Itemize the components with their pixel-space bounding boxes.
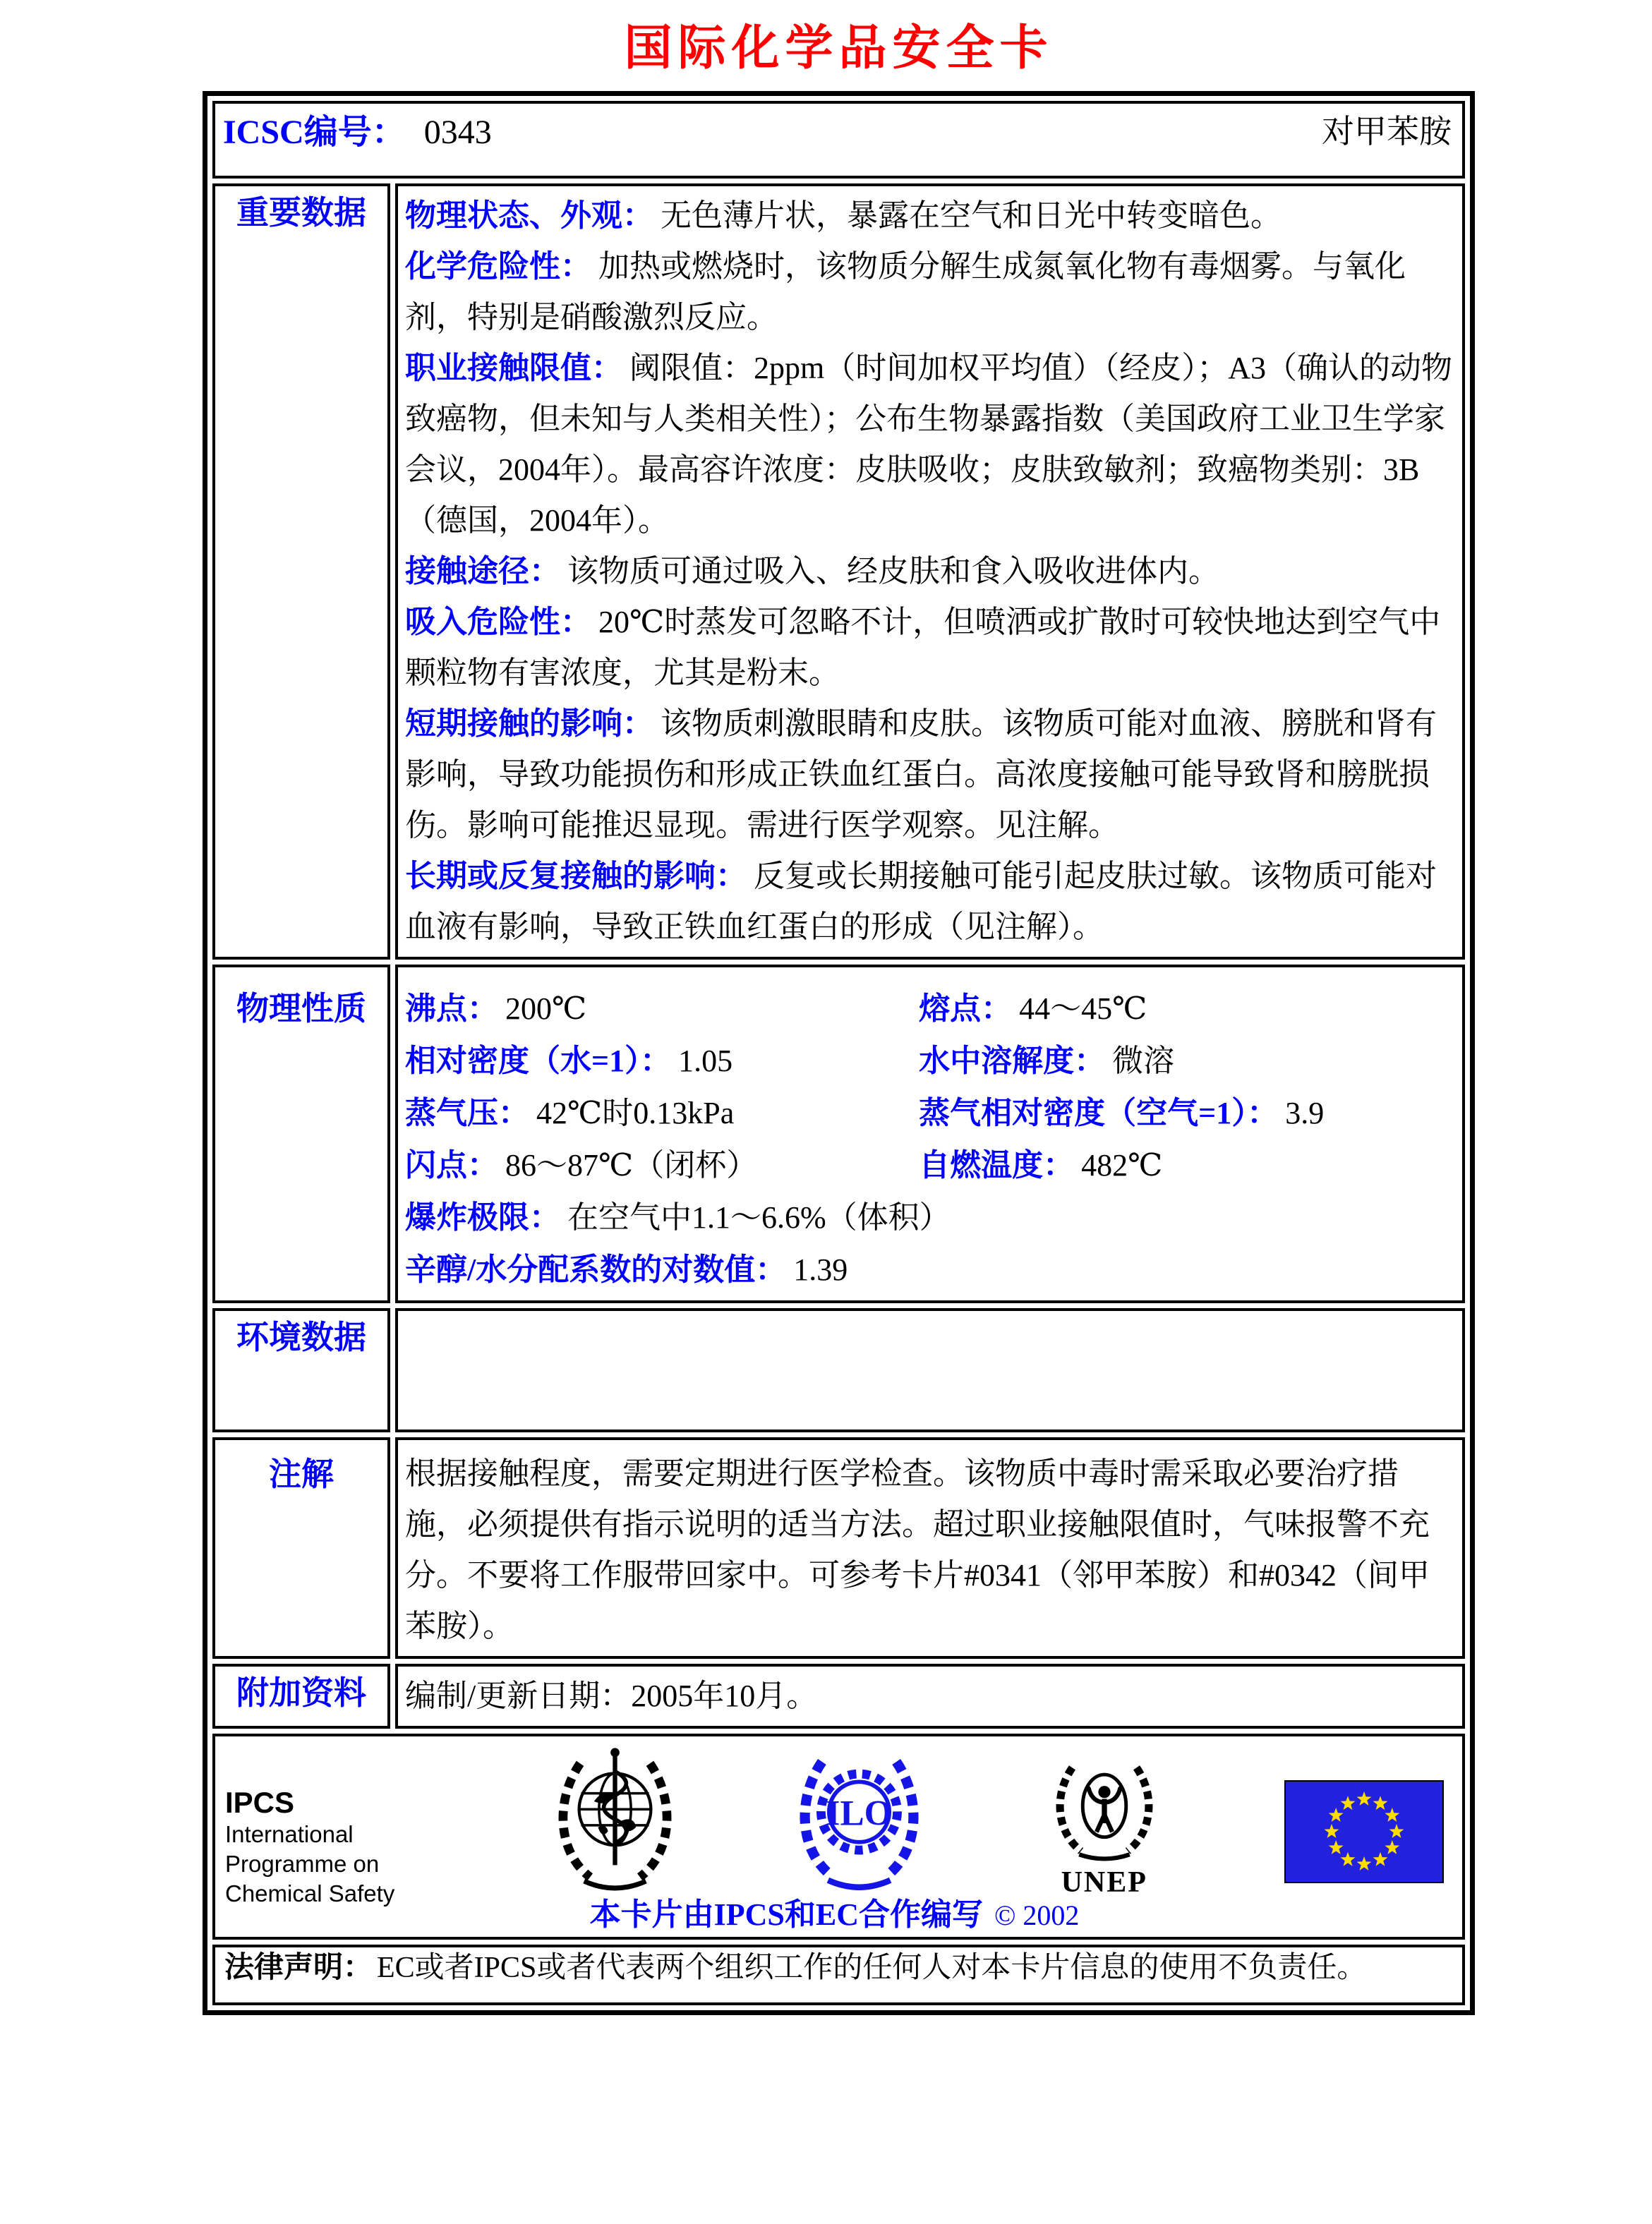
notes-content xyxy=(395,1437,1465,1659)
row-label-important-data: 重要数据 xyxy=(212,183,390,960)
header-row xyxy=(212,101,1465,179)
important-data-item xyxy=(405,851,1454,953)
property-value: 482℃ xyxy=(1081,1148,1163,1183)
ipcs-subtitle-line: Chemical Safety xyxy=(225,1880,395,1906)
property-value: 在空气中1.1～6.6%（体积） xyxy=(567,1200,951,1235)
ilo-monogram-label: ILO xyxy=(826,1793,892,1834)
item-label: 长期或反复接触的影响： xyxy=(405,859,747,893)
physical-property xyxy=(405,983,919,1035)
physical-property xyxy=(919,983,1454,1035)
eu-flag-icon xyxy=(1284,1780,1444,1883)
ipcs-subtitle-line: Programme on xyxy=(225,1851,380,1877)
important-data-item xyxy=(405,191,1454,241)
item-text: 该物质可通过吸入、经皮肤和食入吸收进体内。 xyxy=(567,554,1219,588)
item-label: 职业接触限值： xyxy=(405,351,622,385)
important-data-item xyxy=(405,597,1454,699)
important-data-item xyxy=(405,699,1454,851)
item-text: 该物质刺激眼睛和皮肤。该物质可能对血液、膀胱和肾有影响，导致功能损伤和形成正铁血红蛋白。高浓度接触可能导致肾和膀胱损伤。影响可能推迟显现。需进行医学观察。见注解。 xyxy=(405,706,1437,842)
property-value: 42℃时0.13kPa xyxy=(536,1096,735,1130)
physical-property xyxy=(919,1035,1454,1087)
property-label: 相对密度（水=1）： xyxy=(405,1044,672,1078)
cooperation-caption-text: 本卡片由IPCS和EC合作编写 xyxy=(589,1897,983,1932)
icsc-card-table xyxy=(203,91,1475,2015)
row-label-additional-info: 附加资料 xyxy=(212,1664,390,1729)
item-text: 加热或燃烧时，该物质分解生成氮氧化物有毒烟雾。与氧化剂，特别是硝酸激烈反应。 xyxy=(405,249,1406,334)
page-title: 国际化学品安全卡 xyxy=(624,21,1054,75)
property-label: 自燃温度： xyxy=(919,1148,1075,1183)
physical-property xyxy=(405,1035,919,1087)
property-value: 44～45℃ xyxy=(1019,991,1147,1026)
property-label: 沸点： xyxy=(405,991,498,1026)
row-label-notes: 注解 xyxy=(212,1437,390,1659)
logos-section xyxy=(212,1734,1465,1940)
property-value: 1.39 xyxy=(793,1252,848,1287)
important-data-content xyxy=(395,183,1465,960)
physical-property xyxy=(919,1087,1454,1140)
icsc-number-group xyxy=(223,104,492,153)
physical-property xyxy=(405,1244,1454,1296)
item-label: 接触途径： xyxy=(405,554,560,588)
physical-property xyxy=(405,1140,919,1192)
additional-info-content xyxy=(395,1664,1465,1729)
physical-property xyxy=(405,1087,919,1140)
property-label: 闪点： xyxy=(405,1148,498,1183)
legal-notice-text: EC或者IPCS或者代表两个组织工作的任何人对本卡片信息的使用不负责任。 xyxy=(377,1952,1367,1984)
physical-properties-content xyxy=(395,965,1465,1303)
chemical-name: 对甲苯胺 xyxy=(1322,113,1452,150)
notes-text: 根据接触程度，需要定期进行医学检查。该物质中毒时需采取必要治疗措施，必须提供有指示说明的适当方法。超过职业接触限值时，气味报警不充分。不要将工作服带回家中。可参考卡片#0341（邻甲苯胺）和#0342（间甲苯胺）。 xyxy=(405,1456,1430,1643)
property-value: 3.9 xyxy=(1285,1096,1325,1130)
item-text: 阈限值：2ppm（时间加权平均值）（经皮）；A3（确认的动物致癌物，但未知与人类相关性）；公布生物暴露指数（美国政府工业卫生学家会议，2004年）。最高容许浓度：皮肤吸收；皮肤致敏剂；致癌物类别：3B（德国，2004年）。 xyxy=(405,351,1452,538)
unep-label: UNEP xyxy=(1061,1866,1147,1899)
ilo-logo-icon xyxy=(794,1748,924,1890)
ipcs-subtitle-line: International xyxy=(225,1821,354,1847)
property-value: 1.05 xyxy=(678,1044,733,1078)
row-label-physical-properties: 物理性质 xyxy=(212,965,390,1303)
legal-notice-row xyxy=(212,1945,1465,2005)
property-value: 200℃ xyxy=(505,991,587,1026)
icsc-number-label: ICSC编号： xyxy=(223,114,406,151)
important-data-item xyxy=(405,343,1454,546)
item-text: 反复或长期接触可能引起皮肤过敏。该物质可能对血液有影响，导致正铁血红蛋白的形成（见注解）。 xyxy=(405,859,1437,944)
item-text: 无色薄片状，暴露在空气和日光中转变暗色。 xyxy=(661,198,1282,233)
property-value: 微溶 xyxy=(1112,1044,1175,1078)
ipcs-title: IPCS xyxy=(225,1786,295,1819)
physical-property-row xyxy=(405,1140,1454,1192)
item-label: 物理状态、外观： xyxy=(405,198,653,233)
physical-property-row xyxy=(405,1244,1454,1296)
legal-notice-label: 法律声明： xyxy=(224,1952,373,1984)
additional-info-text: 编制/更新日期：2005年10月。 xyxy=(405,1679,818,1713)
item-text: 20℃时蒸发可忽略不计，但喷洒或扩散时可较快地达到空气中颗粒物有害浓度，尤其是粉末。 xyxy=(405,605,1441,690)
item-label: 吸入危险性： xyxy=(405,605,591,639)
property-label: 熔点： xyxy=(919,991,1013,1026)
item-label: 化学危险性： xyxy=(405,249,591,284)
who-logo-icon xyxy=(550,1743,680,1893)
property-label: 水中溶解度： xyxy=(919,1044,1106,1078)
physical-property-row xyxy=(405,1192,1454,1244)
physical-property xyxy=(919,1140,1454,1192)
icsc-number-value: 0343 xyxy=(423,114,492,151)
property-label: 爆炸极限： xyxy=(405,1200,560,1235)
item-label: 短期接触的影响： xyxy=(405,706,653,741)
row-label-environmental-data: 环境数据 xyxy=(212,1308,390,1432)
unep-logo-block xyxy=(1037,1760,1171,1898)
unep-logo-icon xyxy=(1048,1760,1161,1863)
physical-property-row xyxy=(405,1035,1454,1087)
property-value: 86～87℃（闭杯） xyxy=(505,1148,758,1183)
physical-property xyxy=(405,1192,1454,1244)
property-label: 蒸气压： xyxy=(405,1096,529,1130)
physical-property-row xyxy=(405,1087,1454,1140)
important-data-item xyxy=(405,546,1454,597)
physical-property-row xyxy=(405,983,1454,1035)
property-label: 蒸气相对密度（空气=1）： xyxy=(919,1096,1279,1130)
important-data-item xyxy=(405,241,1454,343)
environmental-data-content xyxy=(395,1308,1465,1432)
property-label: 辛醇/水分配系数的对数值： xyxy=(405,1252,787,1287)
ipcs-text-block xyxy=(225,1743,437,1909)
copyright-year: © 2002 xyxy=(994,1899,1080,1931)
